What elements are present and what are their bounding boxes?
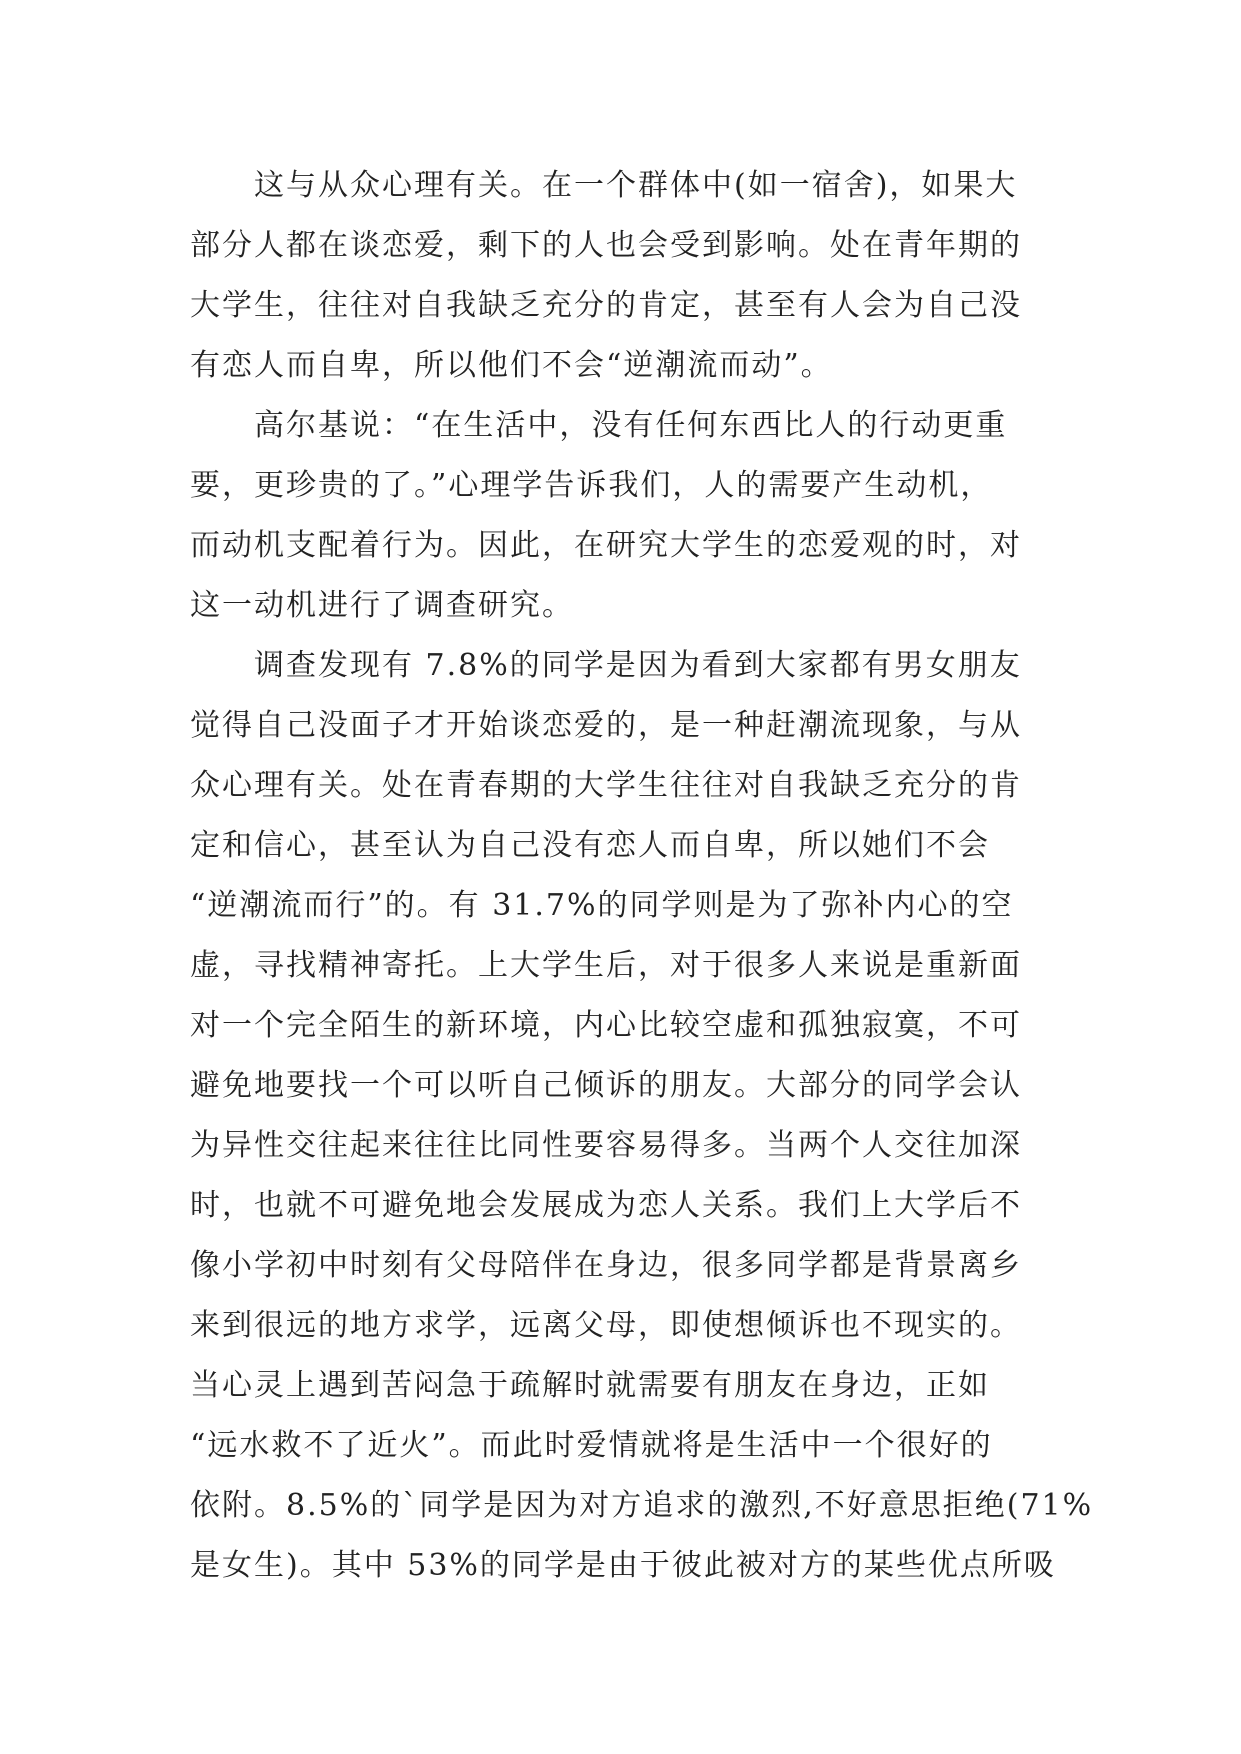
body-text <box>190 156 1094 1596</box>
text-line: 时，也就不可避免地会发展成为恋人关系。我们上大学后不 <box>190 1188 1022 1223</box>
text-line: “逆潮流而行”的。有 31.7%的同学则是为了弥补内心的空 <box>190 888 1014 923</box>
text-line: 调查发现有 7.8%的同学是因为看到大家都有男女朋友 <box>254 648 1022 683</box>
text-line: 依附。8.5%的`同学是因为对方追求的激烈,不好意思拒绝(71% <box>190 1488 1094 1523</box>
text-line: 当心灵上遇到苦闷急于疏解时就需要有朋友在身边，正如 <box>190 1368 990 1403</box>
text-line: 而动机支配着行为。因此，在研究大学生的恋爱观的时，对 <box>190 528 1022 563</box>
paragraph-1 <box>190 156 1060 396</box>
text-line: 像小学初中时刻有父母陪伴在身边，很多同学都是背景离乡 <box>190 1248 1022 1283</box>
text-line: 有恋人而自卑，所以他们不会“逆潮流而动”。 <box>190 348 833 383</box>
text-line: 觉得自己没面子才开始谈恋爱的，是一种赶潮流现象，与从 <box>190 708 1022 743</box>
text-line: 定和信心，甚至认为自己没有恋人而自卑，所以她们不会 <box>190 828 990 863</box>
text-line: 来到很远的地方求学，远离父母，即使想倾诉也不现实的。 <box>190 1308 1022 1343</box>
text-line: 是女生)。其中 53%的同学是由于彼此被对方的某些优点所吸 <box>190 1548 1056 1583</box>
text-line: 部分人都在谈恋爱，剩下的人也会受到影响。处在青年期的 <box>190 228 1022 263</box>
text-line: 这一动机进行了调查研究。 <box>190 588 574 623</box>
text-line: 为异性交往起来往往比同性要容易得多。当两个人交往加深 <box>190 1128 1022 1163</box>
text-line: 大学生，往往对自我缺乏充分的肯定，甚至有人会为自己没 <box>190 288 1022 323</box>
text-line: 要，更珍贵的了。”心理学告诉我们，人的需要产生动机， <box>190 468 993 503</box>
paragraph-3 <box>190 636 1094 1596</box>
text-line: “远水救不了近火”。而此时爱情就将是生活中一个很好的 <box>190 1428 993 1463</box>
text-line: 众心理有关。处在青春期的大学生往往对自我缺乏充分的肯 <box>190 768 1022 803</box>
text-line: 虚，寻找精神寄托。上大学生后，对于很多人来说是重新面 <box>190 948 1022 983</box>
text-line: 避免地要找一个可以听自己倾诉的朋友。大部分的同学会认 <box>190 1068 1022 1103</box>
text-line: 高尔基说：“在生活中，没有任何东西比人的行动更重 <box>254 408 1008 443</box>
text-line: 对一个完全陌生的新环境，内心比较空虚和孤独寂寞，不可 <box>190 1008 1022 1043</box>
text-line: 这与从众心理有关。在一个群体中(如一宿舍)，如果大 <box>254 168 1018 203</box>
paragraph-2 <box>190 396 1060 636</box>
